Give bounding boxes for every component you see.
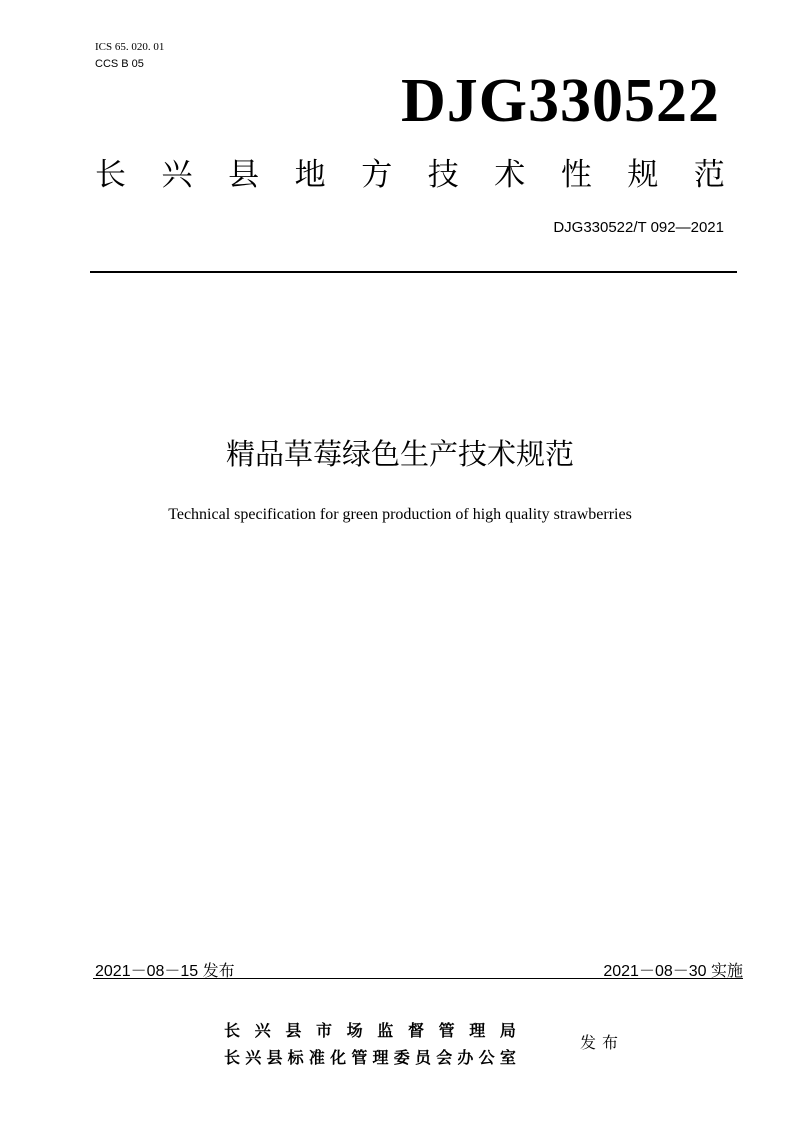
- issue-label: 发布: [580, 1033, 625, 1052]
- issuer-char: 场: [346, 1021, 363, 1040]
- issuer-char: 兴: [245, 1048, 262, 1067]
- document-title: 精品草莓绿色生产技术规范: [225, 437, 574, 471]
- series-title-char: 范: [693, 157, 725, 193]
- issuer-char: 监: [377, 1021, 394, 1040]
- issuer-line-1: [224, 1018, 516, 1041]
- issuer-char: 室: [499, 1048, 516, 1067]
- issuer-char: 县: [266, 1048, 283, 1067]
- issuer-char: 长: [224, 1048, 241, 1067]
- footer-divider: [93, 978, 743, 979]
- issuer-char: 局: [499, 1021, 516, 1040]
- issuer-char: 管: [438, 1021, 455, 1040]
- series-title-char: 技: [427, 157, 459, 193]
- issuer-char: 管: [351, 1048, 368, 1067]
- series-title-char: 地: [294, 157, 326, 193]
- series-title-char: 兴: [161, 157, 193, 193]
- standard-series-code: DJG330522: [401, 67, 720, 135]
- issuer-char: 公: [478, 1048, 495, 1067]
- series-title-char: 长: [95, 157, 126, 193]
- issuer-char: 理: [372, 1048, 389, 1067]
- issuer-char: 兴: [254, 1021, 271, 1040]
- document-subtitle-en: Technical specification for green production of high quality strawberries: [168, 506, 632, 523]
- ics-code: ICS 65. 020. 01: [95, 41, 165, 53]
- series-title-char: 规: [627, 157, 659, 193]
- series-title: [95, 157, 725, 193]
- issuer-char: 准: [308, 1048, 325, 1067]
- standard-number: DJG330522/T 092—2021: [553, 219, 724, 236]
- issuer-char: 委: [393, 1048, 410, 1067]
- issuer-char: 会: [436, 1048, 453, 1067]
- implement-date: 2021－08－30 实施: [603, 963, 743, 980]
- issuer-char: 化: [330, 1048, 347, 1067]
- ccs-code: CCS B 05: [95, 58, 144, 70]
- issuer-char: 办: [457, 1048, 474, 1067]
- issuer-char: 县: [285, 1021, 302, 1040]
- header-divider: [90, 271, 737, 273]
- issuer-char: 长: [224, 1021, 241, 1040]
- issuer-char: 员: [414, 1048, 431, 1067]
- series-title-char: 术: [494, 157, 526, 193]
- series-title-char: 方: [361, 157, 393, 193]
- series-title-char: 性: [560, 157, 592, 193]
- publish-date: 2021－08－15 发布: [95, 963, 235, 980]
- issuer-char: 标: [287, 1048, 304, 1067]
- issuer-char: 督: [407, 1021, 424, 1040]
- issuer-char: 理: [469, 1021, 486, 1040]
- issuer-line-2: [224, 1045, 516, 1068]
- series-title-char: 县: [228, 157, 260, 193]
- issuer-char: 市: [315, 1021, 332, 1040]
